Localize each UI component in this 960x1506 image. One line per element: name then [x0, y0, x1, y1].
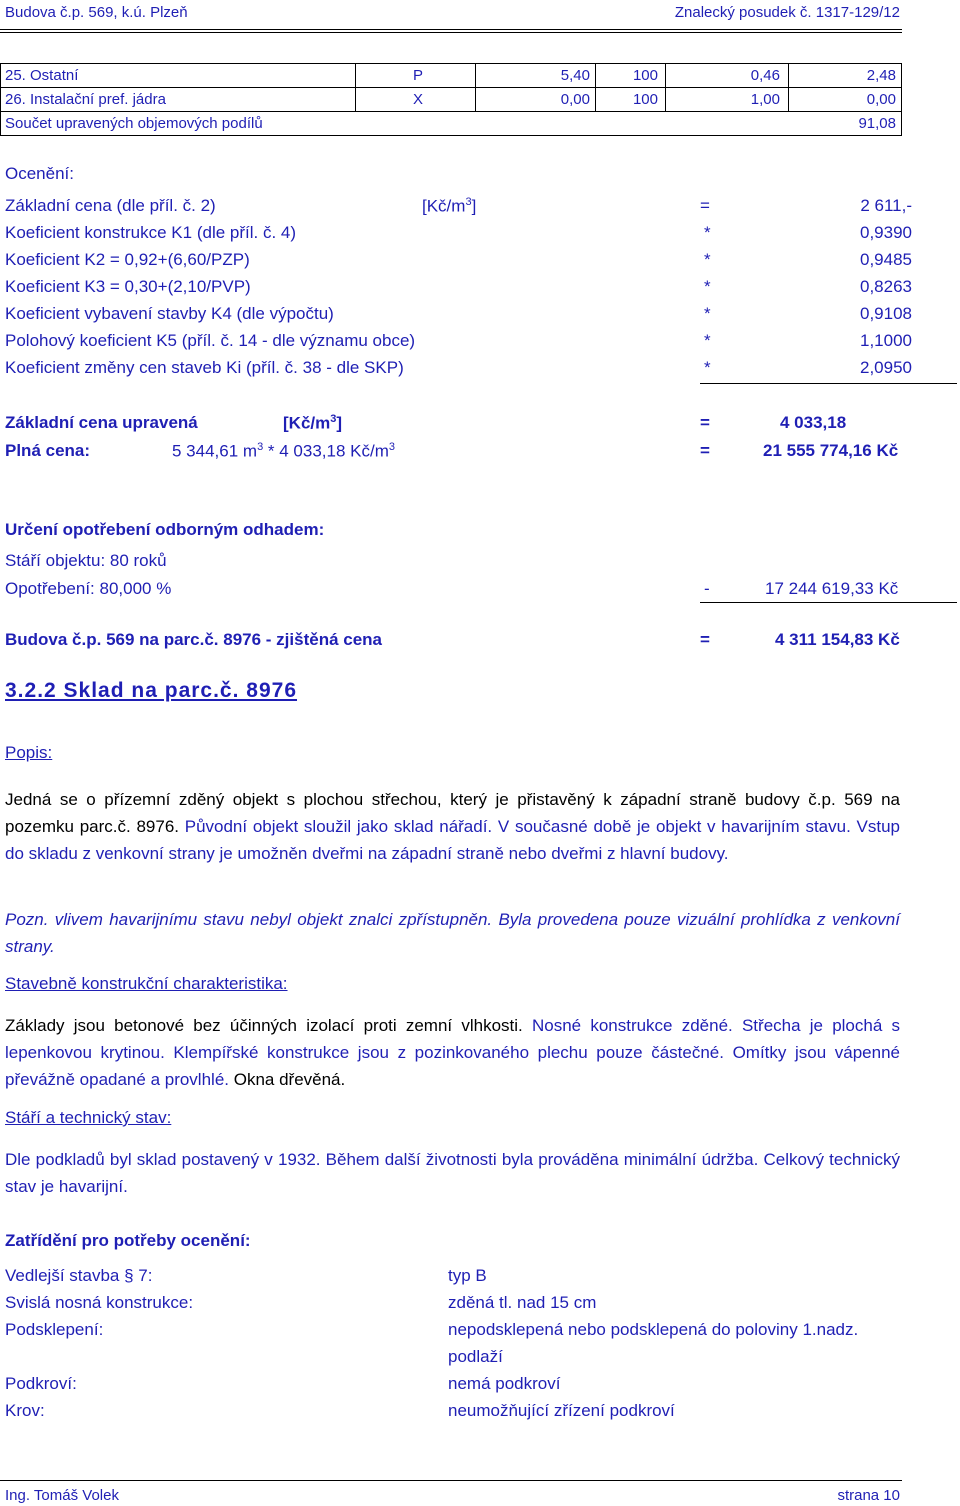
adjusted-price-unit: $[Kč/m^3]$ — [283, 413, 343, 433]
full-price-value: 21 555 774,16 Kč — [763, 441, 899, 460]
coefficient-op: * — [704, 304, 711, 323]
table-row-name: 25. Ostatní — [5, 67, 79, 84]
table-row-v1: 5,40 — [560, 67, 590, 84]
coefficient-value: 0,9485 — [860, 250, 912, 269]
coefficient-op: * — [704, 223, 711, 242]
stav-paragraph: Dle podkladů byl sklad postavený v 1932. Během další životnosti byla prováděna minimální údržba. Celkový technický stav je havarijní. — [5, 1150, 900, 1196]
stav-heading: Stáří a technický stav: — [5, 1108, 172, 1127]
zatrideni-label: Krov: — [5, 1401, 45, 1420]
table-row-code: P — [413, 67, 424, 84]
coefficient-value: 0,8263 — [860, 277, 912, 296]
wear-label: Opotřebení: 80,000 % — [5, 579, 172, 598]
wear-heading: Určení opotřebení odborným odhadem: — [5, 520, 325, 539]
result-value: 4 311 154,83 Kč — [775, 630, 900, 649]
base-price-unit: $[Kč/m^3]$ — [422, 196, 477, 216]
adjusted-price-op: = — [700, 413, 710, 432]
popis-paragraph: Jedná se o přízemní zděný objekt s plochou střechou, který je přistavěný k západní straně budovy č.p. 569 na pozemku parc.č. 8976. Původní objekt sloužil jako sklad nářadí. V současné době je objekt v havarijním stavu. Vstup do skladu z venkovní strany je umožněn dveřmi na západní straně nebo dveřmi z hlavní budovy. — [5, 790, 900, 863]
table-row-v3: 1,00 — [750, 91, 780, 108]
coefficient-op: * — [704, 331, 711, 350]
header-rule — [0, 29, 902, 30]
zatrideni-label: Vedlejší stavba § 7: — [5, 1266, 153, 1285]
zatrideni-value: nemá podkroví — [448, 1374, 561, 1393]
wear-rule — [700, 602, 957, 603]
table-row-v2: 100 — [632, 91, 658, 108]
coefficient-op: * — [704, 250, 711, 269]
coefficient-value: 0,9390 — [860, 223, 912, 242]
result-label: Budova č.p. 569 na parc.č. 8976 - zjištěná cena — [5, 630, 383, 649]
footer-right: strana 10 — [837, 1487, 900, 1504]
popis-note: Pozn. vlivem havarijnímu stavu nebyl objekt znalci zpřístupněn. Byla provedena pouze vizuální prohlídka z venkovní strany. — [5, 910, 900, 956]
coefficient-op: * — [704, 358, 711, 377]
header-left: Budova č.p. 569, k.ú. Plzeň — [5, 4, 188, 21]
konstrukce-paragraph: Základy jsou betonové bez účinných izolací proti zemní vlhkosti. Nosné konstrukce zděné. Střecha je plochá s lepenkovou krytinou. Klempířské konstrukce jsou z pozinkovaného plechu pouze částečné. Omítky jsou vápenné převážně opadané a provlhlé. Okna dřevěná. — [5, 1016, 900, 1089]
zatrideni-label: Svislá nosná konstrukce: — [5, 1293, 194, 1312]
zatrideni-value: neumožňující zřízení podkroví — [448, 1401, 675, 1420]
wear-op: - — [704, 579, 710, 598]
zatrideni-value: nepodsklepená nebo podsklepená do poloviny 1.nadz. — [448, 1320, 859, 1339]
table-row-v3: 0,46 — [750, 67, 780, 84]
full-price-expression: 5 344,61 $m^3 * 4$ 033,18 $Kč/m^3$ — [172, 441, 395, 461]
section-title: 3.2.2 Sklad na parc.č. 8976 — [5, 679, 298, 702]
table-row-name: 26. Instalační pref. jádra — [5, 91, 166, 108]
base-price-op: = — [700, 196, 710, 215]
oceneni-heading: Ocenění: — [5, 164, 74, 183]
coefficient-label: Koeficient K2 = 0,92+(6,60/PZP) — [5, 250, 250, 269]
popis-heading: Popis: — [5, 743, 53, 762]
adjusted-price-label: Základní cena upravená — [5, 413, 198, 432]
sum-rule — [700, 383, 957, 384]
table-row-v1: 0,00 — [560, 91, 590, 108]
coefficient-label: Koeficient konstrukce K1 (dle příl. č. 4) — [5, 223, 297, 242]
konstrukce-heading: Stavebně konstrukční charakteristika: — [5, 974, 288, 993]
zatrideni-label: Podkroví: — [5, 1374, 77, 1393]
coefficient-value: 2,0950 — [860, 358, 912, 377]
coefficient-label: Koeficient změny cen staveb Ki (příl. č. 38 - dle SKP) — [5, 358, 404, 377]
wear-value: 17 244 619,33 Kč — [765, 579, 899, 598]
result-op: = — [700, 630, 710, 649]
coefficient-op: * — [704, 277, 711, 296]
coefficient-value: 0,9108 — [860, 304, 912, 323]
coefficient-label: Koeficient vybavení stavby K4 (dle výpočtu) — [5, 304, 334, 323]
zatrideni-label: Podsklepení: — [5, 1320, 104, 1339]
zatrideni-value: typ B — [448, 1266, 487, 1285]
table-row-v2: 100 — [632, 67, 658, 84]
full-price-label: Plná cena: — [5, 441, 91, 460]
zatrideni-value: podlaží — [448, 1347, 503, 1366]
table-sum-value: 91,08 — [858, 115, 896, 132]
adjusted-price-value: 4 033,18 — [780, 413, 847, 432]
header-right: Znalecký posudek č. 1317-129/12 — [674, 4, 900, 21]
footer-rule — [0, 1480, 902, 1481]
wear-age: Stáří objektu: 80 roků — [5, 551, 167, 570]
header-rule-2 — [0, 32, 902, 33]
table-sum-label: Součet upravených objemových podílů — [5, 115, 263, 132]
footer-left: Ing. Tomáš Volek — [5, 1487, 119, 1504]
base-price-value: 2 611,- — [860, 196, 912, 215]
coefficient-value: 1,1000 — [860, 331, 912, 350]
full-price-op: = — [700, 441, 710, 460]
coefficient-label: Polohový koeficient K5 (příl. č. 14 - dle významu obce) — [5, 331, 416, 350]
coefficient-label: Koeficient K3 = 0,30+(2,10/PVP) — [5, 277, 251, 296]
table-row-v4: 0,00 — [866, 91, 896, 108]
base-price-label: Základní cena (dle příl. č. 2) — [5, 196, 216, 215]
table-row-v4: 2,48 — [866, 67, 896, 84]
zatrideni-heading: Zatřídění pro potřeby ocenění: — [5, 1231, 251, 1250]
zatrideni-value: zděná tl. nad 15 cm — [448, 1293, 597, 1312]
table-row-code: X — [413, 91, 424, 108]
